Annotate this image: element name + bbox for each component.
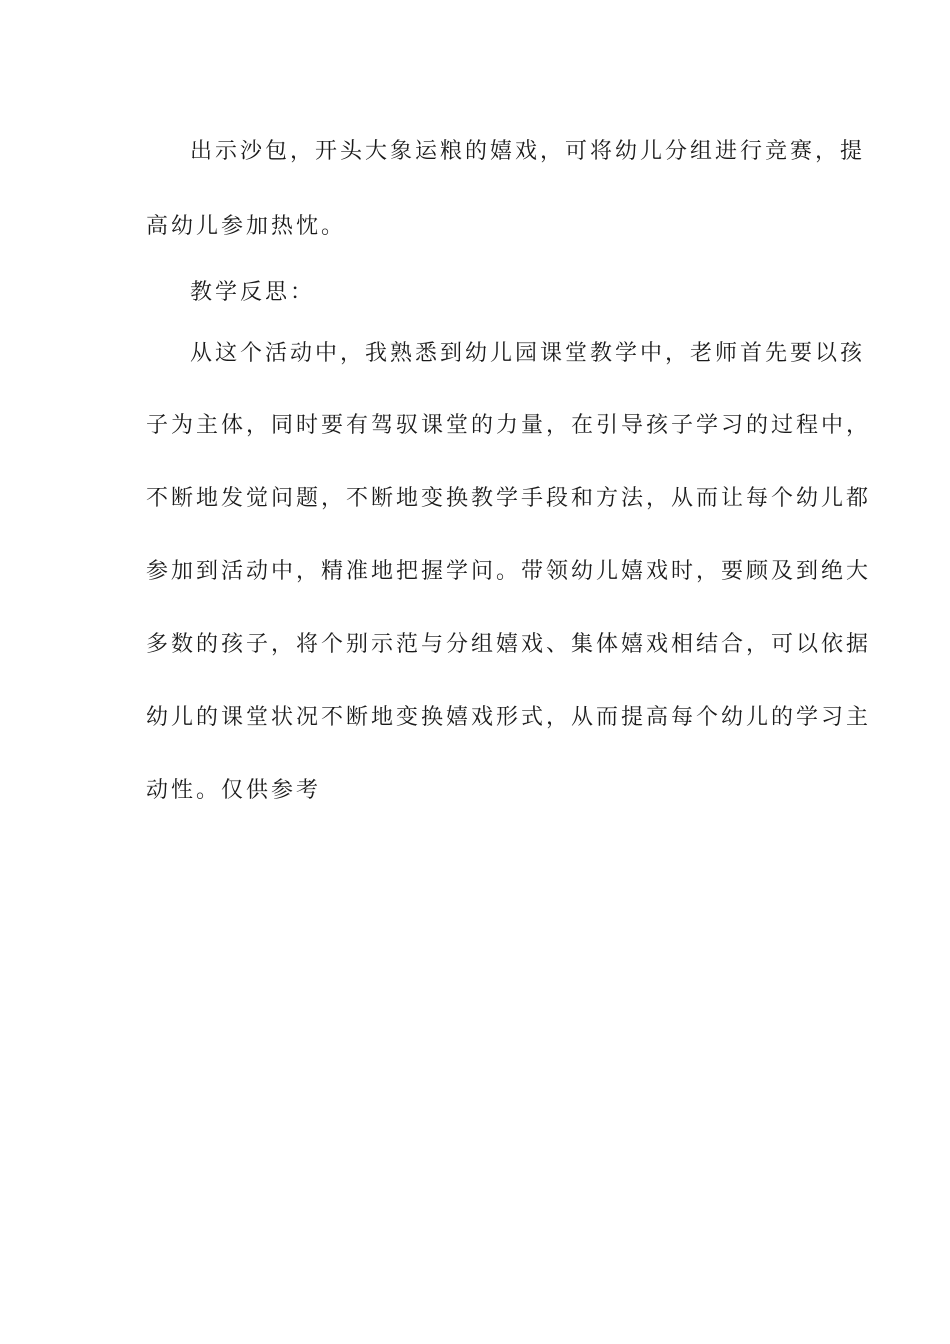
paragraph-1-line-2: 高幼儿参加热忱。 <box>146 214 347 239</box>
section-heading: 教学反思： <box>190 280 316 305</box>
paragraph-2-line-6: 幼儿的课堂状况不断地变换嬉戏形式，从而提高每个幼儿的学习主 <box>146 705 872 730</box>
paragraph-2-line-7: 动性。仅供参考 <box>146 778 322 803</box>
paragraph-1-line-1: 出示沙包，开头大象运粮的嬉戏，可将幼儿分组进行竞赛，提 <box>190 139 866 164</box>
paragraph-2-line-3: 不断地发觉问题，不断地变换教学手段和方法，从而让每个幼儿都 <box>146 486 872 511</box>
paragraph-2-line-2: 子为主体，同时要有驾驭课堂的力量，在引导孩子学习的过程中， <box>146 413 872 438</box>
paragraph-2-line-4: 参加到活动中，精准地把握学问。带领幼儿嬉戏时，要顾及到绝大 <box>146 559 872 584</box>
paragraph-2-line-1: 从这个活动中，我熟悉到幼儿园课堂教学中，老师首先要以孩 <box>190 341 866 366</box>
paragraph-2-line-5: 多数的孩子，将个别示范与分组嬉戏、集体嬉戏相结合，可以依据 <box>146 632 872 657</box>
